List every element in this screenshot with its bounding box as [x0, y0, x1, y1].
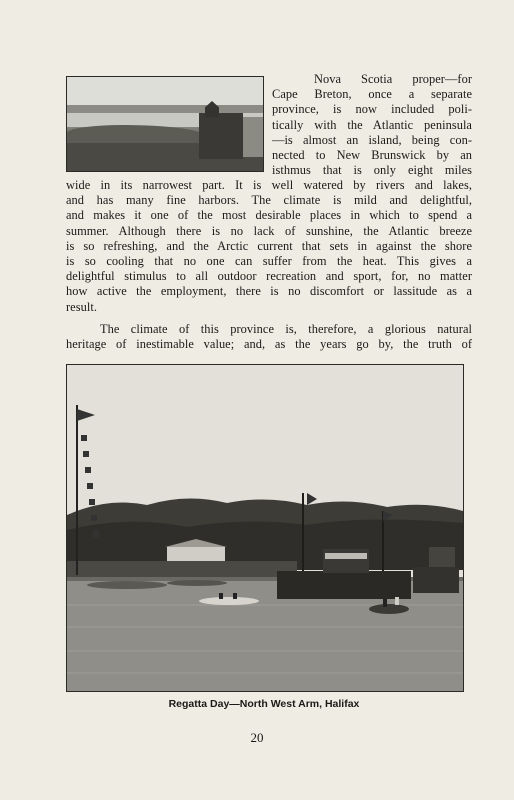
intro-paragraph-right — [272, 72, 472, 178]
text-line: result. — [66, 299, 97, 314]
text-line: and makes it one of the most desirable places in which to spend a — [66, 208, 472, 223]
nova-scotia-photo — [66, 76, 264, 172]
text-line: is so cooling that no one can suffer from the heat. This gives a — [66, 254, 472, 269]
text-line: heritage of inestimable value; and, as the years go by, the truth of — [66, 337, 472, 352]
text-line: province, is now included poli- — [272, 102, 472, 117]
regatta-photo — [66, 364, 464, 692]
photo-caption: Regatta Day—North West Arm, Halifax — [168, 698, 360, 710]
page-number: 20 — [250, 730, 264, 745]
climate-paragraph — [66, 322, 472, 352]
text-line: is so refreshing, and the Arctic current that sets in against the shore — [66, 238, 472, 253]
text-line: delightful stimulus to all outdoor recreation and sport, for, no matter — [66, 269, 472, 284]
intro-paragraph-full — [66, 178, 472, 315]
text-line: isthmus that is only eight miles — [272, 163, 472, 178]
text-line: wide in its narrowest part. It is well watered by rivers and lakes, — [66, 178, 472, 192]
text-line: Nova Scotia proper—for — [314, 72, 472, 86]
text-line: summer. Although there is no lack of sunshine, the Atlantic breeze — [66, 223, 472, 238]
text-line: Cape Breton, once a separate — [272, 87, 472, 102]
text-line: tically with the Atlantic peninsula — [272, 117, 472, 132]
text-line: The climate of this province is, therefore, a glorious natural — [100, 322, 472, 336]
text-line: —is almost an island, being con- — [272, 132, 472, 147]
text-line: nected to New Brunswick by an — [272, 148, 472, 163]
text-line: how active the employment, there is no discomfort or lassitude as a — [66, 284, 472, 299]
text-line: and has many fine harbors. The climate is mild and delightful, — [66, 193, 472, 208]
